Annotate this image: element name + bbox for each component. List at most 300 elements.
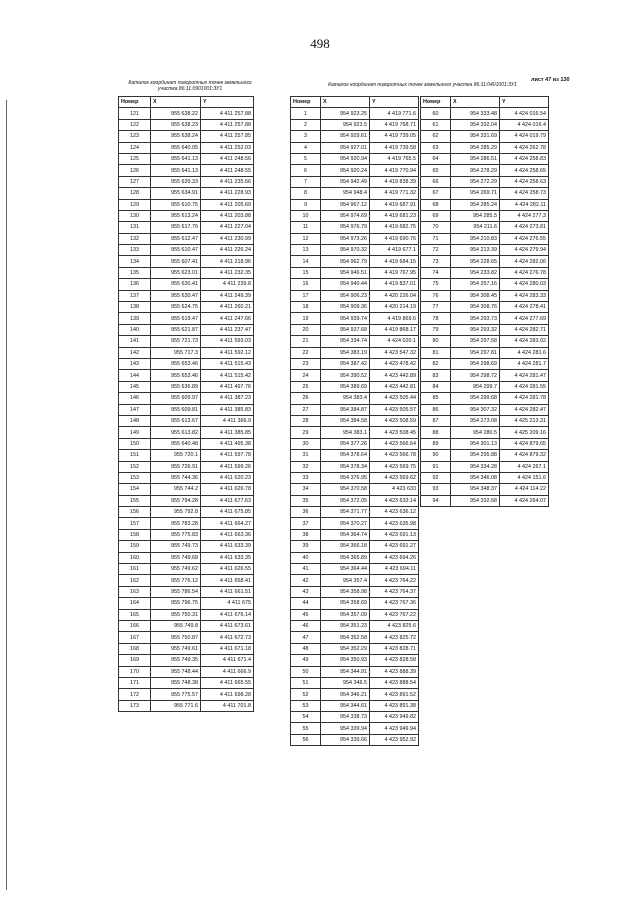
point-number-cell: 12	[291, 233, 321, 244]
table-row	[421, 450, 549, 461]
y-coordinate-cell: 4 424 879.65	[500, 438, 549, 449]
x-coordinate-cell: 954 286.51	[451, 153, 500, 164]
table-row	[291, 153, 419, 164]
x-coordinate-cell: 954 948.4	[321, 188, 370, 199]
y-coordinate-cell: 4 411 675.85	[201, 507, 254, 518]
y-coordinate-cell: 4 423 949.94	[370, 723, 419, 734]
y-coordinate-cell: 4 423 635.98	[370, 518, 419, 529]
y-coordinate-cell: 4 419 771.6	[370, 108, 419, 119]
y-coordinate-cell: 4 424 282.71	[500, 324, 549, 335]
point-number-cell: 168	[119, 643, 151, 654]
point-number-cell: 4	[291, 142, 321, 153]
table-row	[119, 495, 254, 506]
table-row	[119, 404, 254, 415]
point-number-cell: 122	[119, 119, 151, 130]
x-coordinate-cell: 955 636.89	[151, 381, 201, 392]
y-coordinate-cell: 4 411 676.14	[201, 609, 254, 620]
y-coordinate-cell: 4 411 592.12	[201, 347, 254, 358]
table-row	[291, 666, 419, 677]
point-number-cell: 46	[291, 620, 321, 631]
point-number-cell: 129	[119, 199, 151, 210]
scan-edge-line	[6, 100, 7, 890]
y-coordinate-cell: 4 424 879.32	[500, 450, 549, 461]
y-coordinate-cell: 4 411 701.8	[201, 700, 254, 711]
x-coordinate-cell: 954 940.44	[321, 279, 370, 290]
point-number-cell: 93	[421, 484, 451, 495]
y-coordinate-cell: 4 424 151.6	[500, 472, 549, 483]
table-row	[421, 313, 549, 324]
table-row	[119, 677, 254, 688]
y-coordinate-cell: 4 411 620.23	[201, 472, 254, 483]
x-coordinate-cell: 954 370.58	[321, 484, 370, 495]
point-number-cell: 24	[291, 370, 321, 381]
x-coordinate-cell: 954 923.25	[321, 108, 370, 119]
table-row	[291, 677, 419, 688]
point-number-cell: 145	[119, 381, 151, 392]
x-coordinate-cell: 955 653.46	[151, 370, 201, 381]
table-row	[119, 324, 254, 335]
table-row	[421, 495, 549, 506]
point-number-cell: 73	[421, 256, 451, 267]
point-number-cell: 86	[421, 404, 451, 415]
table-row	[119, 131, 254, 142]
table-row	[119, 518, 254, 529]
y-coordinate-cell: 4 411 497.76	[201, 381, 254, 392]
y-coordinate-cell: 4 423 478.42	[370, 358, 419, 369]
table-row	[421, 461, 549, 472]
sheet-label: лист 47 из 130	[531, 77, 570, 83]
x-coordinate-cell: 954 366.18	[321, 541, 370, 552]
table-row	[291, 131, 419, 142]
y-coordinate-cell: 4 423 891.52	[370, 689, 419, 700]
y-coordinate-cell: 4 419 767.95	[370, 267, 419, 278]
x-coordinate-cell: 954 257.16	[451, 279, 500, 290]
y-coordinate-cell: 4 423 767.36	[370, 598, 419, 609]
y-coordinate-cell: 4 424 258.73	[500, 188, 549, 199]
x-coordinate-cell: 955 640.05	[151, 142, 201, 153]
point-number-cell: 26	[291, 393, 321, 404]
table-row	[119, 586, 254, 597]
x-coordinate-cell: 954 334.28	[451, 461, 500, 472]
point-number-cell: 1	[291, 108, 321, 119]
y-coordinate-cell: 4 411 698.28	[201, 689, 254, 700]
y-coordinate-cell: 4 424 280.03	[500, 279, 549, 290]
table-row	[119, 188, 254, 199]
x-coordinate-cell: 955 721.73	[151, 336, 201, 347]
x-coordinate-cell: 954 937.68	[321, 324, 370, 335]
point-number-cell: 62	[421, 131, 451, 142]
y-coordinate-cell: 4 411 257.88	[201, 108, 254, 119]
point-number-cell: 133	[119, 245, 151, 256]
x-coordinate-cell: 954 946.51	[321, 267, 370, 278]
table-row	[119, 245, 254, 256]
table-row	[291, 415, 419, 426]
table-row	[421, 153, 549, 164]
point-number-cell: 7	[291, 176, 321, 187]
table-row	[421, 199, 549, 210]
left-coordinate-table	[118, 96, 254, 712]
point-number-cell: 144	[119, 370, 151, 381]
point-number-cell: 157	[119, 518, 151, 529]
table-row	[421, 427, 549, 438]
x-coordinate-cell: 954 280.5	[451, 427, 500, 438]
point-number-cell: 72	[421, 245, 451, 256]
table-row	[119, 222, 254, 233]
point-number-cell: 169	[119, 655, 151, 666]
table-row	[119, 165, 254, 176]
table-row	[119, 381, 254, 392]
x-coordinate-cell: 955 634.91	[151, 188, 201, 199]
y-coordinate-cell: 4 424 273.81	[500, 222, 549, 233]
table-row	[291, 290, 419, 301]
x-coordinate-cell: 955 786.54	[151, 586, 201, 597]
point-number-cell: 83	[421, 370, 451, 381]
y-coordinate-cell: 4 423 891.38	[370, 700, 419, 711]
point-number-cell: 167	[119, 632, 151, 643]
table-row	[291, 620, 419, 631]
x-coordinate-cell: 954 352.58	[321, 632, 370, 643]
x-coordinate-cell: 955 776.12	[151, 575, 201, 586]
y-coordinate-cell: 4 423 694.11	[370, 564, 419, 575]
y-coordinate-cell: 4 419 768.71	[370, 119, 419, 130]
point-number-cell: 32	[291, 461, 321, 472]
y-coordinate-cell: 4 424 282.11	[500, 199, 549, 210]
y-coordinate-cell: 4 424 281.78	[500, 393, 549, 404]
y-coordinate-cell: 4 411 232.35	[201, 267, 254, 278]
y-coordinate-cell: 4 423 505.44	[370, 393, 419, 404]
y-coordinate-cell: 4 419 869.6	[370, 313, 419, 324]
point-number-cell: 39	[291, 541, 321, 552]
point-number-cell: 64	[421, 153, 451, 164]
x-coordinate-cell: 954 307.32	[451, 404, 500, 415]
y-coordinate-cell: 4 424 276.55	[500, 233, 549, 244]
y-coordinate-cell: 4 423 888.54	[370, 677, 419, 688]
point-number-cell: 20	[291, 324, 321, 335]
y-coordinate-cell: 4 423 828.58	[370, 655, 419, 666]
y-coordinate-cell: 4 423 764.22	[370, 575, 419, 586]
table-row	[291, 529, 419, 540]
x-coordinate-cell: 955 794.28	[151, 495, 201, 506]
x-coordinate-cell: 955 613.24	[151, 210, 201, 221]
table-row	[421, 290, 549, 301]
table-row	[291, 336, 419, 347]
header-row	[119, 97, 254, 108]
point-number-cell: 23	[291, 358, 321, 369]
table-row	[291, 313, 419, 324]
x-coordinate-cell: 954 927.01	[321, 142, 370, 153]
header-x: X	[321, 97, 370, 108]
x-coordinate-cell: 954 974.69	[321, 210, 370, 221]
x-coordinate-cell: 955 641.13	[151, 153, 201, 164]
table-row	[291, 586, 419, 597]
x-coordinate-cell: 954 906.23	[321, 290, 370, 301]
right-coordinate-table-a	[290, 96, 419, 746]
y-coordinate-cell: 4 423 547.32	[370, 347, 419, 358]
table-row	[119, 666, 254, 677]
table-row	[291, 393, 419, 404]
x-coordinate-cell: 954 378.34	[321, 461, 370, 472]
x-coordinate-cell: 955 621.87	[151, 324, 201, 335]
table-row	[291, 302, 419, 313]
y-coordinate-cell: 4 411 205.69	[201, 199, 254, 210]
point-number-cell: 153	[119, 472, 151, 483]
x-coordinate-cell: 955 748.38	[151, 677, 201, 688]
table-row	[119, 484, 254, 495]
table-row	[291, 552, 419, 563]
x-coordinate-cell: 954 973.26	[321, 233, 370, 244]
y-coordinate-cell: 4 424 016.4	[500, 119, 549, 130]
x-coordinate-cell: 955 717.3	[151, 347, 201, 358]
point-number-cell: 75	[421, 279, 451, 290]
table-row	[119, 336, 254, 347]
x-coordinate-cell: 954 308.45	[451, 290, 500, 301]
point-number-cell: 121	[119, 108, 151, 119]
point-number-cell: 66	[421, 176, 451, 187]
point-number-cell: 38	[291, 529, 321, 540]
y-coordinate-cell: 4 411 666.9	[201, 666, 254, 677]
x-coordinate-cell: 955 624.75	[151, 302, 201, 313]
x-coordinate-cell: 954 365.89	[321, 552, 370, 563]
y-coordinate-cell: 4 424 278.41	[500, 302, 549, 313]
table-row	[421, 324, 549, 335]
table-row	[421, 279, 549, 290]
table-row	[119, 302, 254, 313]
table-row	[421, 222, 549, 233]
table-row	[421, 438, 549, 449]
point-number-cell: 135	[119, 267, 151, 278]
x-coordinate-cell: 955 749.8	[151, 620, 201, 631]
table-row	[291, 404, 419, 415]
x-coordinate-cell: 954 285.29	[451, 142, 500, 153]
y-coordinate-cell: 4 424 281.7	[500, 358, 549, 369]
point-number-cell: 136	[119, 279, 151, 290]
table-row	[291, 450, 419, 461]
x-coordinate-cell: 954 909.36	[321, 302, 370, 313]
table-row	[291, 210, 419, 221]
x-coordinate-cell: 954 920.94	[321, 153, 370, 164]
x-coordinate-cell: 954 297.58	[451, 336, 500, 347]
y-coordinate-cell: 4 411 366.9	[201, 415, 254, 426]
table-row	[421, 415, 549, 426]
y-coordinate-cell: 4 411 252.03	[201, 142, 254, 153]
y-coordinate-cell: 4 419 837.01	[370, 279, 419, 290]
table-row	[421, 119, 549, 130]
header-row	[291, 97, 419, 108]
y-coordinate-cell: 4 423 566.64	[370, 438, 419, 449]
table-row	[119, 689, 254, 700]
right-catalog-title: Каталог координат поворотных точек земельного участка 86:11:0401001:ЗУ1	[328, 82, 517, 88]
table-row	[119, 313, 254, 324]
table-row	[119, 415, 254, 426]
point-number-cell: 141	[119, 336, 151, 347]
x-coordinate-cell: 954 339.94	[321, 723, 370, 734]
table-row	[291, 245, 419, 256]
y-coordinate-cell: 4 419 739.58	[370, 142, 419, 153]
x-coordinate-cell: 955 775.83	[151, 529, 201, 540]
y-coordinate-cell: 4 411 671.18	[201, 643, 254, 654]
point-number-cell: 54	[291, 712, 321, 723]
table-row	[119, 507, 254, 518]
y-coordinate-cell: 4 411 257.85	[201, 131, 254, 142]
point-number-cell: 161	[119, 564, 151, 575]
table-row	[291, 643, 419, 654]
y-coordinate-cell: 4 423 442.81	[370, 381, 419, 392]
table-row	[119, 153, 254, 164]
x-coordinate-cell: 955 750.31	[151, 609, 201, 620]
y-coordinate-cell: 4 420 226.04	[370, 290, 419, 301]
point-number-cell: 124	[119, 142, 151, 153]
point-number-cell: 65	[421, 165, 451, 176]
y-coordinate-cell: 4 411 626.78	[201, 484, 254, 495]
y-coordinate-cell: 4 423 569.75	[370, 461, 419, 472]
x-coordinate-cell: 954 293.32	[451, 324, 500, 335]
y-coordinate-cell: 4 411 227.04	[201, 222, 254, 233]
y-coordinate-cell: 4 419 739.05	[370, 131, 419, 142]
table-row	[119, 267, 254, 278]
table-row	[421, 302, 549, 313]
y-coordinate-cell: 4 424 016.54	[500, 108, 549, 119]
y-coordinate-cell: 4 419 771.32	[370, 188, 419, 199]
x-coordinate-cell: 955 749.62	[151, 564, 201, 575]
header-y: Y	[500, 97, 549, 108]
x-coordinate-cell: 955 653.46	[151, 358, 201, 369]
point-number-cell: 81	[421, 347, 451, 358]
table-row	[291, 541, 419, 552]
x-coordinate-cell: 955 748.44	[151, 666, 201, 677]
y-coordinate-cell: 4 424 262.78	[500, 142, 549, 153]
table-row	[291, 199, 419, 210]
y-coordinate-cell: 4 424 277.69	[500, 313, 549, 324]
x-coordinate-cell: 955 619.47	[151, 313, 201, 324]
table-row	[119, 393, 254, 404]
table-row	[119, 598, 254, 609]
y-coordinate-cell: 4 411 237.47	[201, 324, 254, 335]
table-row	[119, 620, 254, 631]
x-coordinate-cell: 954 383.1	[321, 427, 370, 438]
x-coordinate-cell: 955 630.47	[151, 290, 201, 301]
point-number-cell: 19	[291, 313, 321, 324]
y-coordinate-cell: 4 411 597.78	[201, 450, 254, 461]
point-number-cell: 70	[421, 222, 451, 233]
table-row	[421, 165, 549, 176]
y-coordinate-cell: 4 411 663.36	[201, 529, 254, 540]
y-coordinate-cell: 4 424 281.47	[500, 370, 549, 381]
x-coordinate-cell: 954 377.26	[321, 438, 370, 449]
y-coordinate-cell: 4 411 633.39	[201, 541, 254, 552]
point-number-cell: 10	[291, 210, 321, 221]
header-number: Номер	[119, 97, 151, 108]
y-coordinate-cell: 4 419 765.5	[370, 153, 419, 164]
y-coordinate-cell: 4 419 770.94	[370, 165, 419, 176]
x-coordinate-cell: 954 371.77	[321, 507, 370, 518]
y-coordinate-cell: 4 420 214.19	[370, 302, 419, 313]
y-coordinate-cell: 4 419 684.15	[370, 256, 419, 267]
point-number-cell: 6	[291, 165, 321, 176]
x-coordinate-cell: 955 610.75	[151, 199, 201, 210]
point-number-cell: 138	[119, 302, 151, 313]
point-number-cell: 127	[119, 176, 151, 187]
x-coordinate-cell: 954 378.64	[321, 450, 370, 461]
y-coordinate-cell: 4 411 515.43	[201, 358, 254, 369]
table-row	[119, 199, 254, 210]
point-number-cell: 48	[291, 643, 321, 654]
x-coordinate-cell: 955 612.47	[151, 233, 201, 244]
x-coordinate-cell: 955 750.87	[151, 632, 201, 643]
point-number-cell: 148	[119, 415, 151, 426]
table-row	[421, 210, 549, 221]
point-number-cell: 162	[119, 575, 151, 586]
x-coordinate-cell: 954 383.4	[321, 393, 370, 404]
y-coordinate-cell: 4 419 681.23	[370, 210, 419, 221]
x-coordinate-cell: 954 351.23	[321, 620, 370, 631]
x-coordinate-cell: 954 285.5	[451, 210, 500, 221]
point-number-cell: 159	[119, 541, 151, 552]
y-coordinate-cell: 4 424 258.65	[500, 165, 549, 176]
x-coordinate-cell: 954 299.68	[451, 393, 500, 404]
x-coordinate-cell: 955 638.24	[151, 131, 201, 142]
x-coordinate-cell: 954 942.49	[321, 176, 370, 187]
table-row	[119, 700, 254, 711]
point-number-cell: 37	[291, 518, 321, 529]
header-x: X	[451, 97, 500, 108]
table-row	[291, 598, 419, 609]
table-row	[421, 233, 549, 244]
x-coordinate-cell: 954 920.24	[321, 165, 370, 176]
point-number-cell: 22	[291, 347, 321, 358]
x-coordinate-cell: 955 638.23	[151, 119, 201, 130]
y-coordinate-cell: 4 423 508.45	[370, 427, 419, 438]
left-catalog-title: Каталог координат поворотных точек земельного участка 86:11:0901001:ЗУ1	[128, 80, 252, 92]
table-row	[421, 131, 549, 142]
x-coordinate-cell: 954 384.87	[321, 404, 370, 415]
table-row	[421, 484, 549, 495]
point-number-cell: 137	[119, 290, 151, 301]
table-row	[291, 347, 419, 358]
table-row	[291, 655, 419, 666]
table-row	[119, 609, 254, 620]
x-coordinate-cell: 954 390.52	[321, 370, 370, 381]
x-coordinate-cell: 954 298.69	[451, 358, 500, 369]
x-coordinate-cell: 954 962.79	[321, 256, 370, 267]
x-coordinate-cell: 954 338.73	[321, 712, 370, 723]
y-coordinate-cell: 4 411 515.42	[201, 370, 254, 381]
x-coordinate-cell: 954 278.29	[451, 165, 500, 176]
x-coordinate-cell: 954 358.98	[321, 586, 370, 597]
x-coordinate-cell: 955 613.67	[151, 415, 201, 426]
table-row	[119, 472, 254, 483]
table-row	[421, 472, 549, 483]
y-coordinate-cell: 4 411 249.39	[201, 290, 254, 301]
x-coordinate-cell: 955 796.75	[151, 598, 201, 609]
point-number-cell: 140	[119, 324, 151, 335]
table-row	[291, 700, 419, 711]
table-row	[119, 552, 254, 563]
point-number-cell: 77	[421, 302, 451, 313]
y-coordinate-cell: 4 425 209.16	[500, 427, 549, 438]
y-coordinate-cell: 4 411 247.66	[201, 313, 254, 324]
x-coordinate-cell: 954 228.65	[451, 256, 500, 267]
table-row	[291, 564, 419, 575]
point-number-cell: 40	[291, 552, 321, 563]
y-coordinate-cell: 4 423 569.62	[370, 472, 419, 483]
point-number-cell: 87	[421, 415, 451, 426]
y-coordinate-cell: 4 411 665.55	[201, 677, 254, 688]
point-number-cell: 9	[291, 199, 321, 210]
y-coordinate-cell: 4 411 658.41	[201, 575, 254, 586]
point-number-cell: 160	[119, 552, 151, 563]
x-coordinate-cell: 954 272.29	[451, 176, 500, 187]
x-coordinate-cell: 954 344.91	[321, 666, 370, 677]
